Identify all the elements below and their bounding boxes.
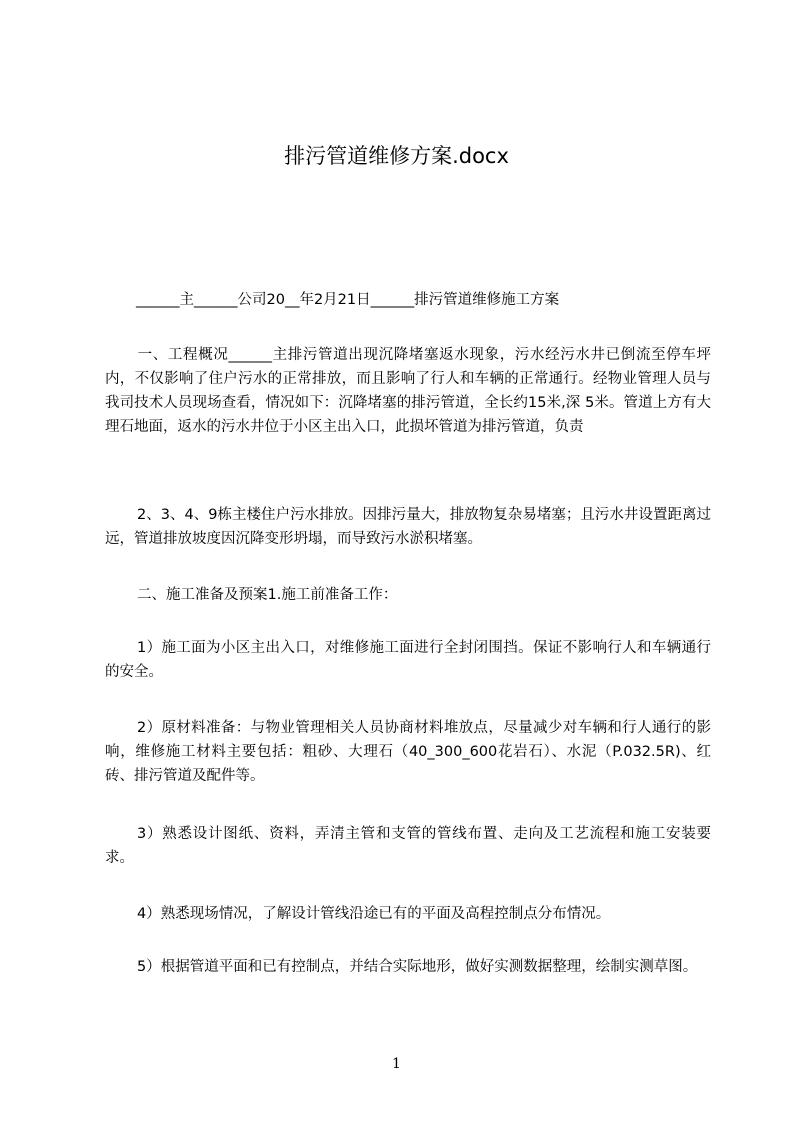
paragraph-text: 2、3、4、9栋主楼住户污水排放。因排污量大，排放物复杂易堵塞；且污水井设置距离过远，管道排放坡度因沉降变形坍塌，而导致污水淤积堵塞。 (105, 507, 711, 547)
paragraph-item-5 (105, 955, 711, 979)
paragraph-text: 3）熟悉设计图纸、资料，弄清主管和支管的管线布置、走向及工艺流程和施工安装要求。 (105, 826, 711, 866)
paragraph-text: 二、施工准备及预案1.施工前准备工作： (137, 587, 398, 603)
paragraph-text: 2）原材料准备：与物业管理相关人员协商材料堆放点，尽量减少对车辆和行人通行的影响，维修施工材料主要包括：粗砂、大理石（40_300_600花岩石）、水泥（P.032.5R)、红砖、排污管道及配件等。 (105, 720, 711, 784)
document-subtitle: ______主______公司20__年2月21日______排污管道维修施工方案 (136, 292, 560, 308)
paragraph-item-1 (105, 636, 711, 684)
paragraph-text: 4）熟悉现场情况，了解设计管线沿途已有的平面及高程控制点分布情况。 (137, 906, 611, 922)
paragraph-buildings (105, 503, 711, 551)
paragraph-item-3 (105, 822, 711, 870)
paragraph-project-overview (105, 343, 711, 439)
paragraph-item-4 (105, 902, 711, 926)
paragraph-text: 一、工程概况______主排污管道出现沉降堵塞返水现象，污水经污水井已倒流至停车坪内，不仅影响了住户污水的正常排放，而且影响了行人和车辆的正常通行。经物业管理人员与我司技术人员现场查看，情况如下：沉降堵塞的排污管道，全长约15米,深 5米。管道上方有大理石地面，返水的污水井位于小区主出入口，此损坏管道为排污管道，负责 (105, 347, 711, 435)
paragraph-text: 5）根据管道平面和已有控制点，并结合实际地形，做好实测数据整理，绘制实测草图。 (137, 959, 698, 975)
paragraph-text: 1）施工面为小区主出入口，对维修施工面进行全封闭围挡。保证不影响行人和车辆通行的安全。 (105, 640, 711, 680)
page-number: 1 (392, 1056, 401, 1072)
paragraph-item-2 (105, 716, 711, 788)
document-title: 排污管道维修方案.docx (284, 144, 509, 168)
paragraph-preparation-heading (105, 583, 711, 607)
